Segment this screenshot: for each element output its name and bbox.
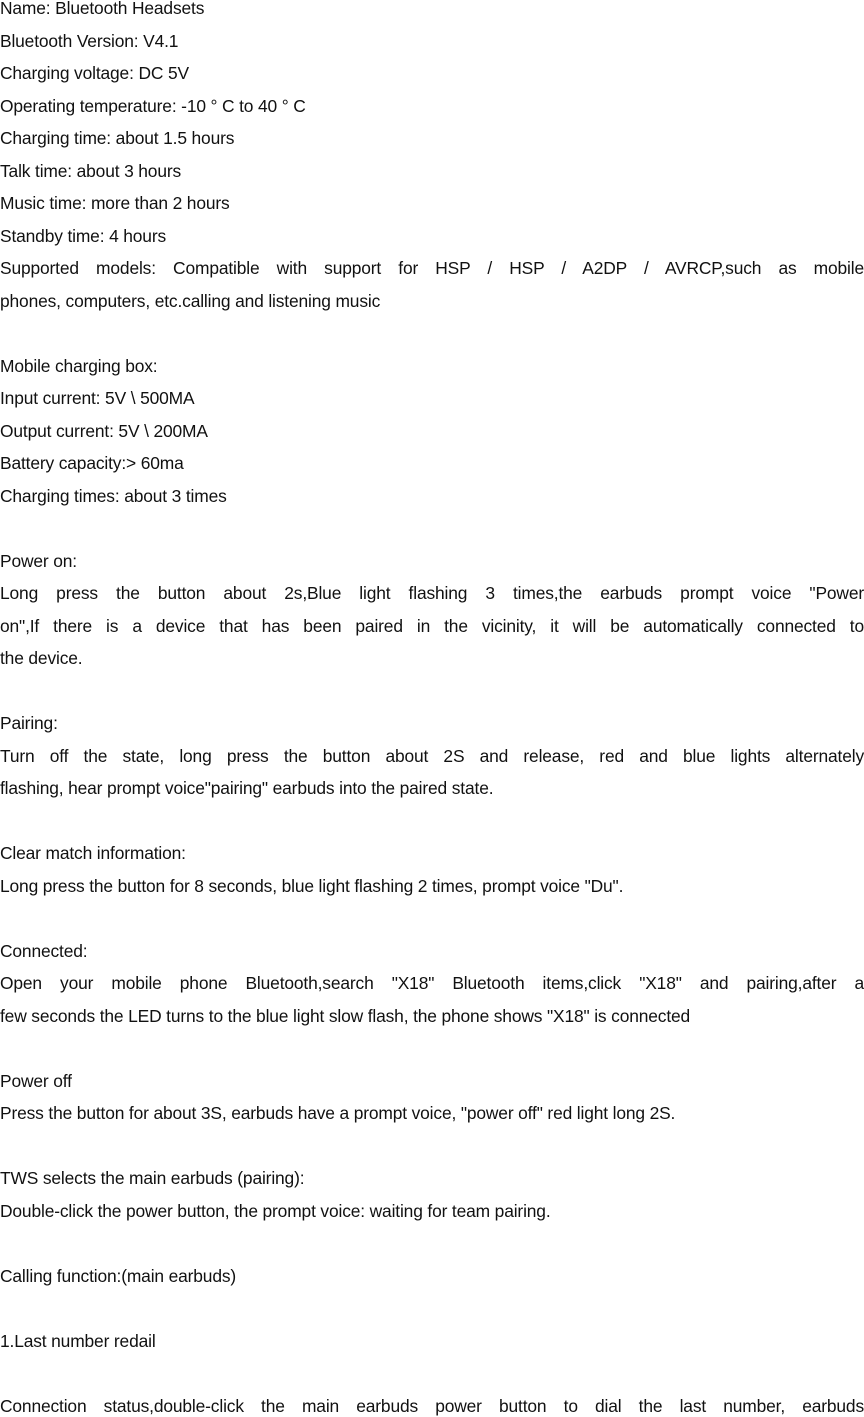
power-on-line-1: Long press the button about 2s,Blue light flashing 3 times,the earbuds prompt voice "Power xyxy=(0,583,864,603)
power-off-section xyxy=(0,1065,864,1130)
specs-section xyxy=(0,0,864,317)
spec-charging-voltage: Charging voltage: DC 5V xyxy=(0,63,189,83)
spec-music-time: Music time: more than 2 hours xyxy=(0,193,230,213)
paragraph-spacer xyxy=(0,317,864,350)
paragraph-spacer xyxy=(0,1227,864,1260)
connected-section xyxy=(0,935,864,1033)
charging-box-battery-capacity: Battery capacity:> 60ma xyxy=(0,453,184,473)
clear-match-line-1: Long press the button for 8 seconds, blue light flashing 2 times, prompt voice "Du". xyxy=(0,875,624,896)
connected-line-2: few seconds the LED turns to the blue light slow flash, the phone shows "X18" is connected xyxy=(0,1005,691,1026)
connected-line-1: Open your mobile phone Bluetooth,search "X18" Bluetooth items,click "X18" and pairing,after a xyxy=(0,973,864,993)
tws-heading: TWS selects the main earbuds (pairing): xyxy=(0,1168,305,1188)
spec-standby-time: Standby time: 4 hours xyxy=(0,225,167,246)
power-off-line-1: Press the button for about 3S, earbuds have a prompt voice, "power off" red light long 2S. xyxy=(0,1103,676,1123)
power-on-line-2: on",If there is a device that has been paired in the vicinity, it will be automatically connected to xyxy=(0,615,864,636)
supported-models-line-1: Supported models: Compatible with support for HSP / HSP / A2DP / AVRCP,such as mobile xyxy=(0,258,864,278)
power-off-heading: Power off xyxy=(0,1070,72,1091)
connected-heading: Connected: xyxy=(0,940,88,961)
supported-models-line-2: phones, computers, etc.calling and listening music xyxy=(0,290,381,311)
calling-heading: Calling function:(main earbuds) xyxy=(0,1265,237,1286)
tws-line-1: Double-click the power button, the prompt voice: waiting for team pairing. xyxy=(0,1200,551,1221)
paragraph-spacer xyxy=(0,805,864,838)
power-on-section xyxy=(0,545,864,675)
paragraph-spacer xyxy=(0,675,864,708)
paragraph-spacer xyxy=(0,902,864,935)
paragraph-spacer xyxy=(0,1032,864,1065)
paragraph-spacer xyxy=(0,1357,864,1390)
paragraph-spacer xyxy=(0,1292,864,1325)
pairing-line-2: flashing, hear prompt voice"pairing" earbuds into the paired state. xyxy=(0,778,494,798)
clear-match-heading: Clear match information: xyxy=(0,843,186,863)
calling-item-1: 1.Last number redail xyxy=(0,1330,156,1351)
pairing-section xyxy=(0,707,864,805)
spec-charging-time: Charging time: about 1.5 hours xyxy=(0,128,235,148)
charging-box-charging-times: Charging times: about 3 times xyxy=(0,485,227,506)
charging-box-heading: Mobile charging box: xyxy=(0,355,158,376)
power-on-heading: Power on: xyxy=(0,550,77,571)
charging-box-section xyxy=(0,350,864,513)
calling-section xyxy=(0,1260,864,1417)
pairing-line-1: Turn off the state, long press the button about 2S and release, red and blue lights alternately xyxy=(0,745,864,766)
spec-name: Name: Bluetooth Headsets xyxy=(0,0,205,18)
charging-box-output-current: Output current: 5V \ 200MA xyxy=(0,420,208,441)
pairing-heading: Pairing: xyxy=(0,713,58,733)
paragraph-spacer xyxy=(0,1130,864,1163)
clear-match-section xyxy=(0,837,864,902)
spec-bluetooth-version: Bluetooth Version: V4.1 xyxy=(0,30,179,51)
calling-line-1: Connection status,double-click the main earbuds power button to dial the last number, earbuds xyxy=(0,1395,864,1416)
power-on-line-3: the device. xyxy=(0,648,83,668)
spec-operating-temperature: Operating temperature: -10 ° C to 40 ° C xyxy=(0,95,306,116)
tws-section xyxy=(0,1162,864,1227)
charging-box-input-current: Input current: 5V \ 500MA xyxy=(0,388,195,408)
spec-talk-time: Talk time: about 3 hours xyxy=(0,160,182,181)
paragraph-spacer xyxy=(0,512,864,545)
